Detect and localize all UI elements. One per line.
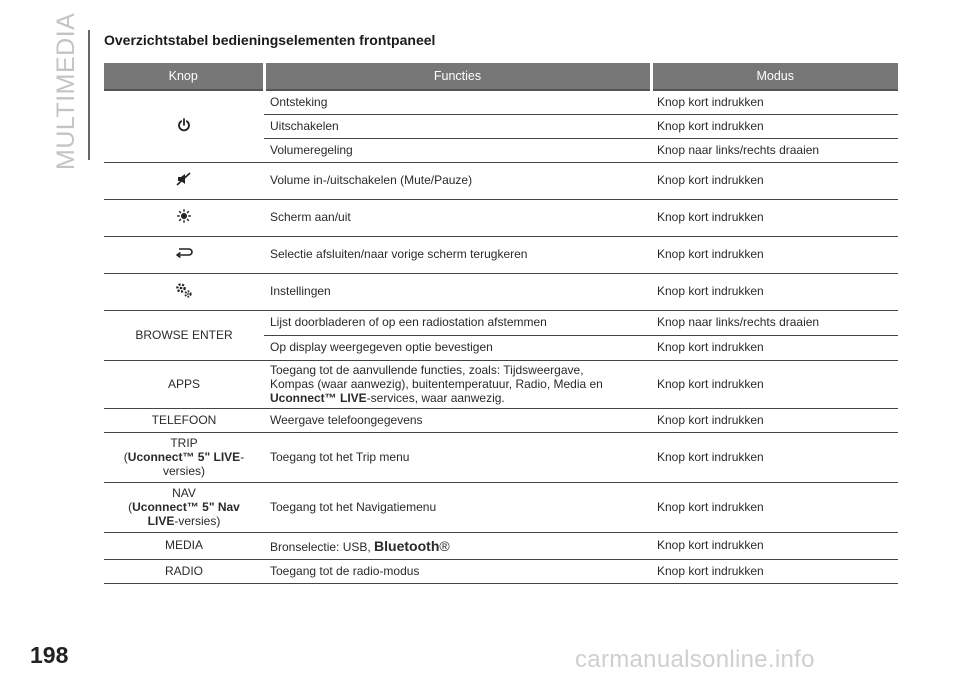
table-row xyxy=(104,311,898,336)
function-cell: Op display weergegeven optie bevestigen xyxy=(264,336,651,361)
function-cell: Lijst doorbladeren of op een radiostation afstemmen xyxy=(264,311,651,336)
nav-knob-suffix: -versies) xyxy=(174,513,221,528)
media-function-cell xyxy=(264,533,651,560)
function-cell: Toegang tot het Trip menu xyxy=(264,433,651,483)
table-row xyxy=(104,90,898,115)
trip-knob-open: ( xyxy=(123,449,128,464)
nav-knob-label: NAV xyxy=(172,486,196,501)
trip-knob-suffix: - xyxy=(240,449,245,464)
section-label: MULTIMEDIA xyxy=(52,12,80,170)
back-knob-cell xyxy=(104,237,264,274)
media-function-bluetooth: Bluetooth xyxy=(374,537,440,554)
header-knop: Knop xyxy=(104,63,264,90)
function-cell: Toegang tot het Navigatiemenu xyxy=(264,483,651,533)
mode-cell: Knop kort indrukken xyxy=(651,200,898,237)
power-icon xyxy=(177,118,191,136)
apps-function-cell xyxy=(264,361,651,409)
apps-function-product: Uconnect™ LIVE xyxy=(270,390,367,405)
apps-knob-cell: APPS xyxy=(104,361,264,409)
function-cell: Volumeregeling xyxy=(264,139,651,163)
watermark: carmanualsonline.info xyxy=(575,646,815,673)
mode-cell: Knop kort indrukken xyxy=(651,483,898,533)
table-row xyxy=(104,483,898,533)
function-cell: Toegang tot de radio-modus xyxy=(264,560,651,584)
nav-knob-product: Uconnect™ 5" Nav xyxy=(132,499,240,514)
mode-cell: Knop kort indrukken xyxy=(651,237,898,274)
media-knob-cell: MEDIA xyxy=(104,533,264,560)
mode-cell: Knop kort indrukken xyxy=(651,274,898,311)
media-function-prefix: Bronselectie: USB, xyxy=(270,539,375,554)
table-row xyxy=(104,361,898,409)
mute-knob-cell xyxy=(104,163,264,200)
controls-table xyxy=(104,63,898,584)
mode-cell: Knop kort indrukken xyxy=(651,90,898,115)
mode-cell: Knop kort indrukken xyxy=(651,115,898,139)
function-cell: Instellingen xyxy=(264,274,651,311)
media-function-mark: ® xyxy=(439,537,450,554)
back-arrow-icon xyxy=(175,247,193,263)
table-row xyxy=(104,433,898,483)
trip-knob-line3: versies) xyxy=(162,463,205,478)
function-cell: Uitschakelen xyxy=(264,115,651,139)
trip-knob-label: TRIP xyxy=(170,436,198,451)
mode-cell: Knop kort indrukken xyxy=(651,533,898,560)
apps-function-line1: Toegang tot de aanvullende functies, zoals: Tijdsweergave, xyxy=(270,363,584,377)
screen-knob-cell xyxy=(104,200,264,237)
section-rule xyxy=(88,30,90,160)
trip-knob-cell xyxy=(104,433,264,483)
table-header-row xyxy=(104,63,898,90)
power-knob-cell xyxy=(104,90,264,163)
nav-knob-cell xyxy=(104,483,264,533)
brightness-icon xyxy=(177,209,191,227)
table-row xyxy=(104,274,898,311)
browse-knob-cell: BROWSE ENTER xyxy=(104,311,264,361)
mode-cell: Knop kort indrukken xyxy=(651,163,898,200)
mode-cell: Knop kort indrukken xyxy=(651,409,898,433)
telefoon-knob-cell: TELEFOON xyxy=(104,409,264,433)
header-modus: Modus xyxy=(651,63,898,90)
mode-cell: Knop naar links/rechts draaien xyxy=(651,311,898,336)
table-row xyxy=(104,560,898,584)
mode-cell: Knop kort indrukken xyxy=(651,560,898,584)
table-row xyxy=(104,163,898,200)
mute-icon xyxy=(176,172,192,190)
header-functies: Functies xyxy=(264,63,651,90)
function-cell: Weergave telefoongegevens xyxy=(264,409,651,433)
nav-knob-product-2: LIVE xyxy=(147,513,175,528)
mode-cell: Knop naar links/rechts draaien xyxy=(651,139,898,163)
gear-icon xyxy=(174,281,194,303)
nav-knob-open: ( xyxy=(128,499,133,514)
table-row xyxy=(104,237,898,274)
table-row xyxy=(104,533,898,560)
table-row xyxy=(104,409,898,433)
settings-knob-cell xyxy=(104,274,264,311)
table-row xyxy=(104,200,898,237)
trip-knob-product: Uconnect™ 5" LIVE xyxy=(127,449,241,464)
function-cell: Volume in-/uitschakelen (Mute/Pauze) xyxy=(264,163,651,200)
function-cell: Scherm aan/uit xyxy=(264,200,651,237)
apps-function-suffix: -services, waar aanwezig. xyxy=(366,390,505,405)
mode-cell: Knop kort indrukken xyxy=(651,361,898,409)
function-cell: Selectie afsluiten/naar vorige scherm terugkeren xyxy=(264,237,651,274)
radio-knob-cell: RADIO xyxy=(104,560,264,584)
apps-function-line2: Kompas (waar aanwezig), buitentemperatuur, Radio, Media en xyxy=(270,376,603,391)
mode-cell: Knop kort indrukken xyxy=(651,433,898,483)
function-cell: Ontsteking xyxy=(264,90,651,115)
mode-cell: Knop kort indrukken xyxy=(651,336,898,361)
page-number: 198 xyxy=(30,642,69,668)
page-title: Overzichtstabel bedieningselementen frontpaneel xyxy=(104,32,436,48)
